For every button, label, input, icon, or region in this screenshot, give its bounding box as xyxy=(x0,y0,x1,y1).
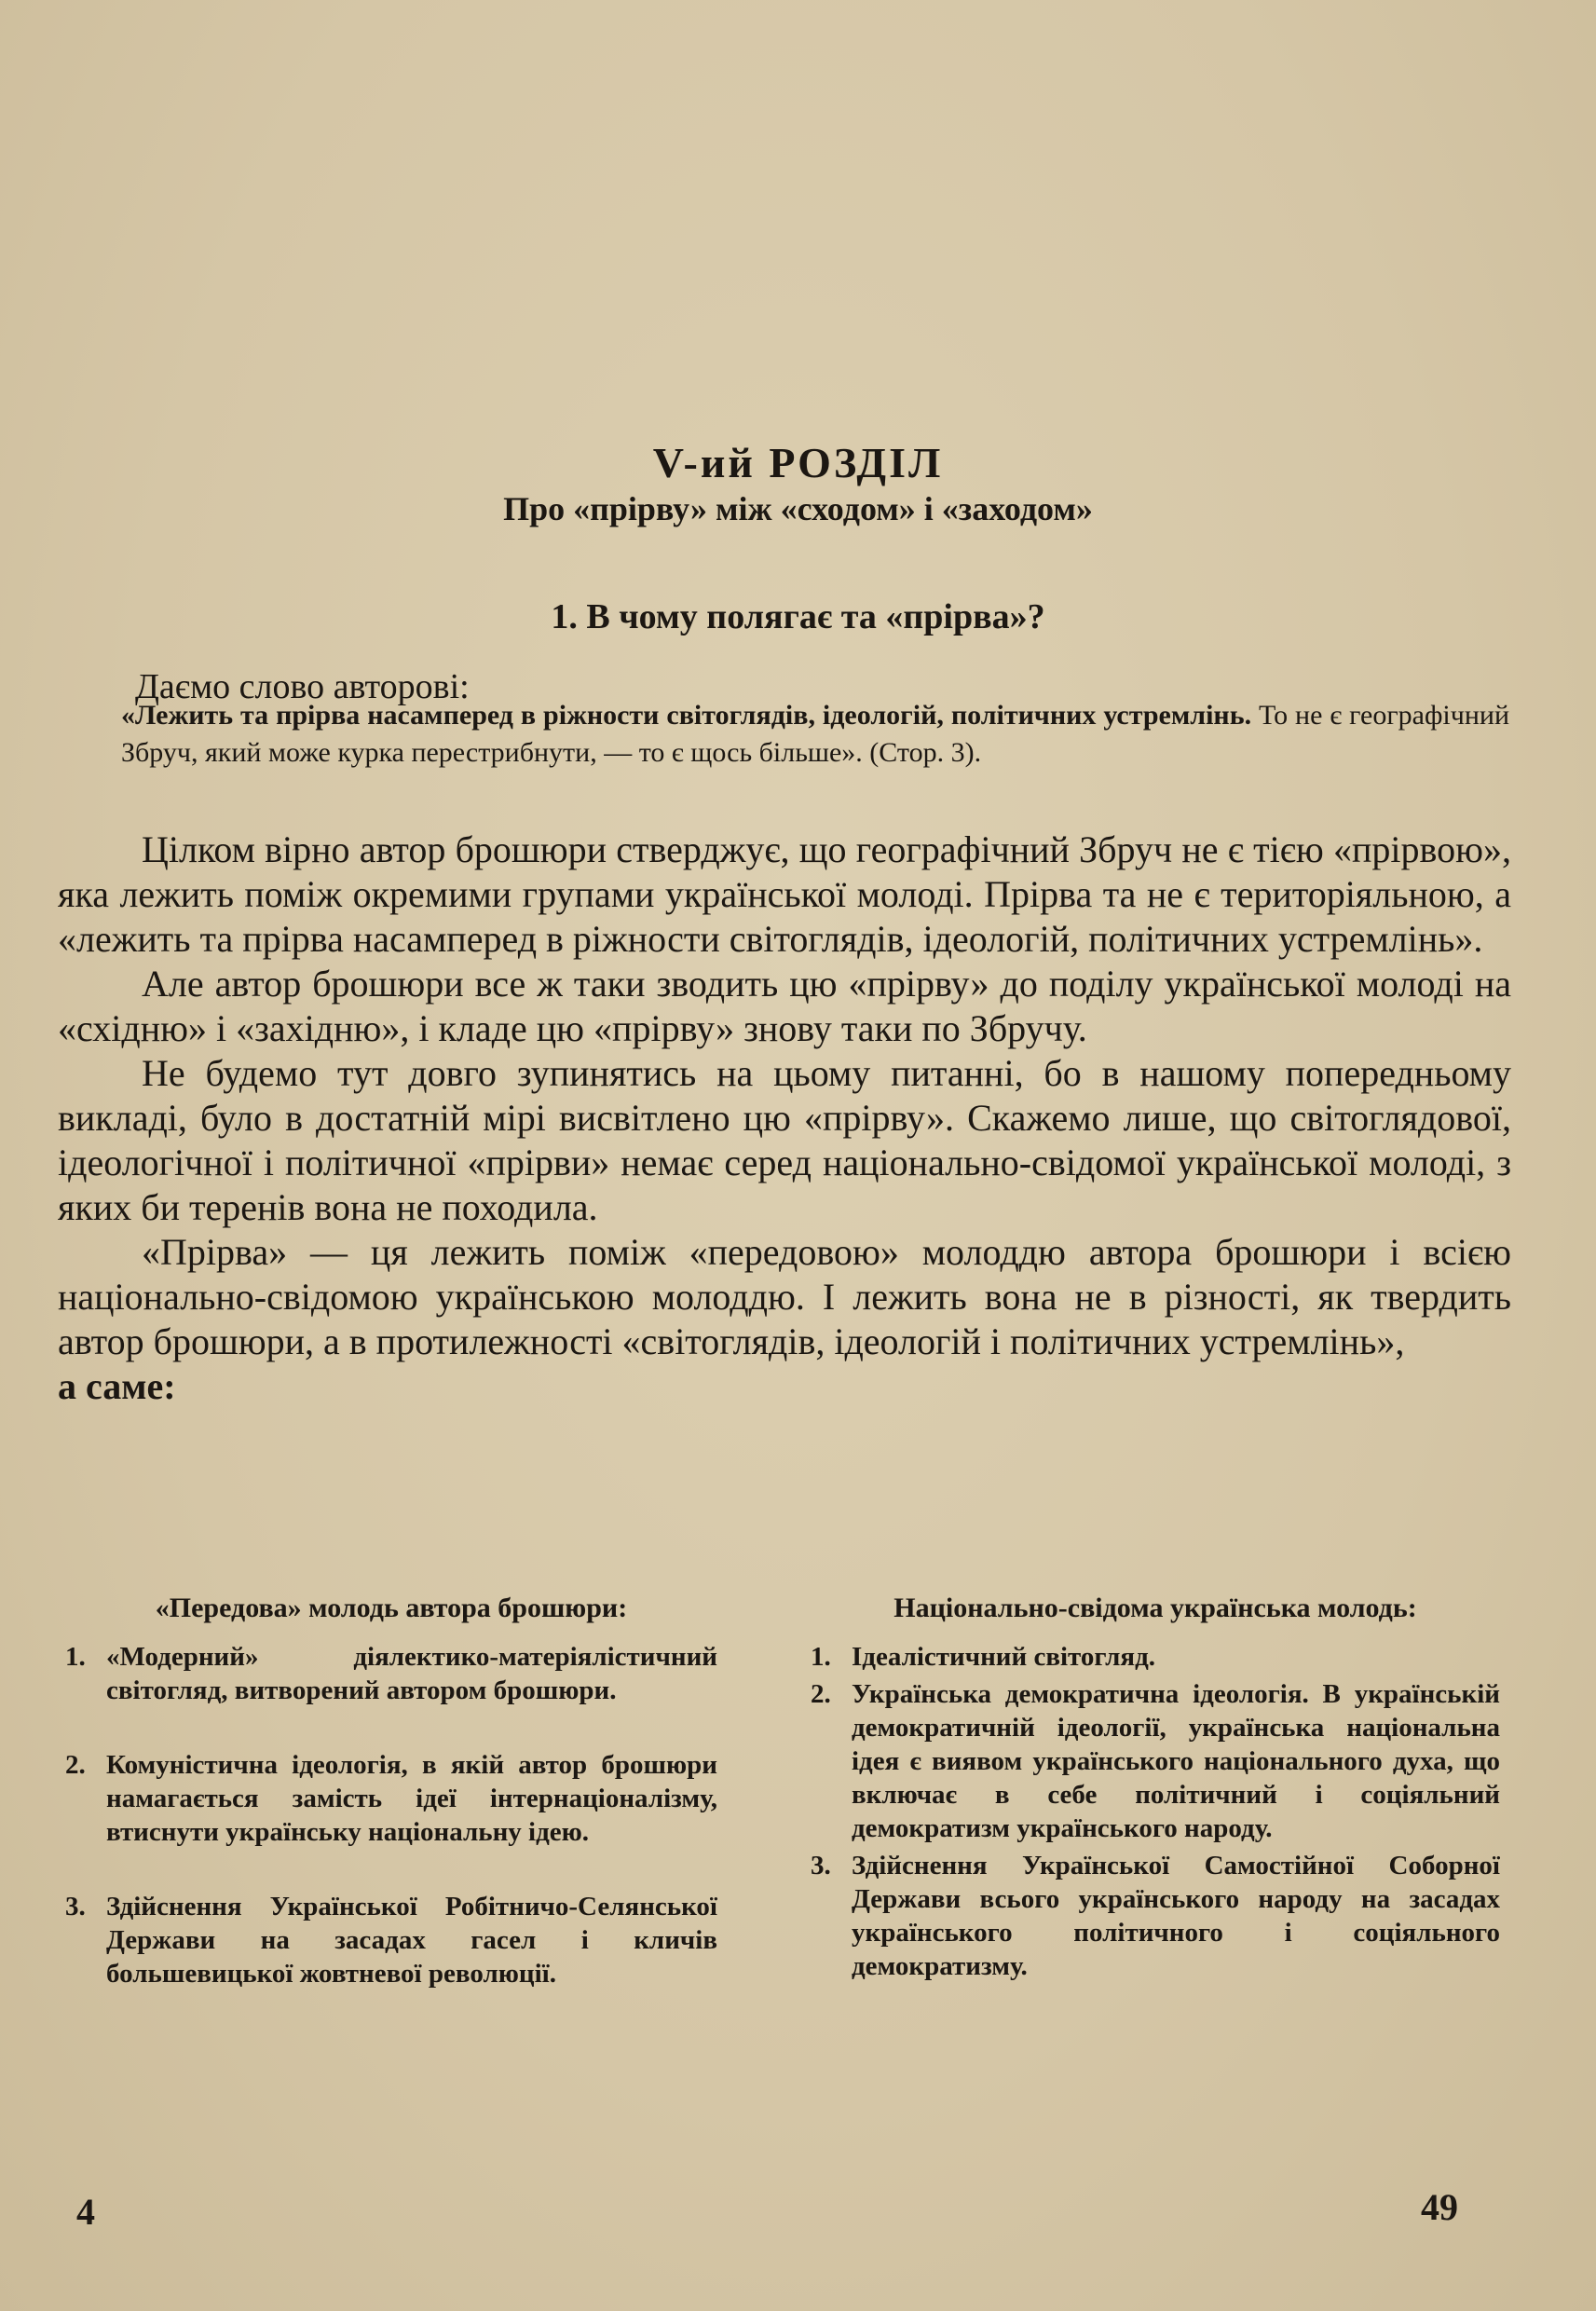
list-item xyxy=(65,1640,717,1707)
list-item xyxy=(65,1890,717,1990)
list-item xyxy=(65,1748,717,1849)
section-title: 1. В чому полягає та «прірва»? xyxy=(551,597,1045,636)
item-text: Українська демократична ідеологія. В українській демократичній ідеології, українська національна ідея є виявом українського національного духа, що включає в себе політичний і соціяльний демократизм українського народу. xyxy=(852,1679,1500,1843)
lead-line: а саме: xyxy=(58,1365,176,1407)
right-column xyxy=(811,1592,1500,1987)
item-number: 3. xyxy=(65,1892,86,1921)
list-item xyxy=(811,1640,1500,1674)
list-item xyxy=(811,1677,1500,1845)
signature-mark: 4 xyxy=(76,2191,95,2233)
paragraph-1: Цілком вірно автор брошюри стверджує, що географічний Збруч не є тією «прірвою», яка лежить поміж окремими групами української молоді. Прірва та не є територіяльною, а «лежить та прірва насамперед в ріжности світоглядів, ідеологій, політичних устремлінь». xyxy=(58,828,1511,960)
item-number: 2. xyxy=(811,1679,831,1709)
item-text: «Модерний» діялектико-матеріялістичний світогляд, витворений автором брошюри. xyxy=(106,1642,717,1705)
chapter-title: V-ий РОЗДІЛ xyxy=(652,439,944,486)
right-column-heading: Національно-свідома українська молодь: xyxy=(893,1593,1417,1623)
item-number: 2. xyxy=(65,1750,86,1780)
list-item xyxy=(811,1849,1500,1983)
paragraph-4: «Прірва» — ця лежить поміж «передовою» молоддю автора брошюри і всією національно-свідомою українською молоддю. І лежить вона не в різності, як твердить автор брошюри, а в протилежності «світоглядів, ідеологій і політичних устремлінь», xyxy=(58,1231,1511,1362)
left-column-heading: «Передова» молодь автора брошюри: xyxy=(155,1593,628,1623)
comparison-columns xyxy=(65,1592,1500,2169)
chapter-subtitle: Про «прірву» між «сходом» і «заходом» xyxy=(503,490,1093,527)
item-text: Комуністична ідеологія, в якій автор брошюри намагається замість ідеї інтернаціоналізму, втиснути українську національну ідею. xyxy=(106,1750,717,1847)
intro-line: Даємо слово авторові: xyxy=(135,667,470,706)
left-column xyxy=(65,1592,717,2031)
page-number: 49 xyxy=(1421,2186,1458,2228)
item-text: Ідеалістичний світогляд. xyxy=(852,1642,1155,1672)
author-quote xyxy=(121,697,1509,772)
quote-bold-part: «Лежить та прірва насамперед в ріжности світоглядів, ідеологій, політичних устремлінь. xyxy=(121,700,1252,731)
paragraph-2: Але автор брошюри все ж таки зводить цю «прірву» до поділу української молоді на «східню» і «західню», і кладе цю «прірву» знову таки по Збручу. xyxy=(58,963,1511,1049)
quote-rest: То не є географічний Збруч, який може курка перестрибнути, — то є щось більше». (Стор. 3). xyxy=(121,700,1510,768)
item-number: 3. xyxy=(811,1851,831,1880)
item-text: Здійснення Української Самостійної Соборної Держави всього українського народу на засадах українського політичного і соціяльного демократизму. xyxy=(852,1851,1500,1981)
item-number: 1. xyxy=(65,1642,86,1672)
item-text: Здійснення Української Робітничо-Селянської Держави на засадах гасел і кличів большевицької жовтневої революції. xyxy=(106,1892,717,1989)
paragraph-3: Не будемо тут довго зупинятись на цьому питанні, бо в нашому попередньому викладі, було в достатній мірі висвітлено цю «прірву». Скажемо лише, що світоглядової, ідеологічної і політичної «прірви» немає серед національно-свідомої української молоді, з яких би теренів вона не походила. xyxy=(58,1052,1511,1228)
item-number: 1. xyxy=(811,1642,831,1672)
body-text xyxy=(58,827,1511,1409)
